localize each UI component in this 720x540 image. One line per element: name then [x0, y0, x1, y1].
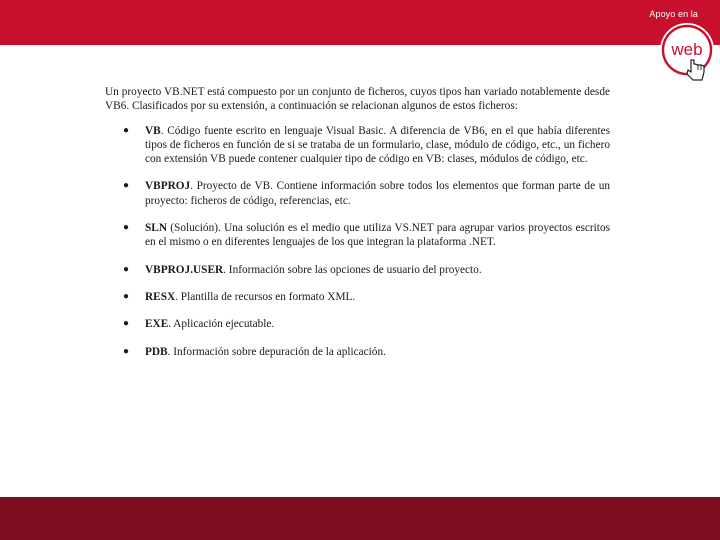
intro-paragraph: Un proyecto VB.NET está compuesto por un conjunto de ficheros, cuyos tipos han variado notablemente desde VB6. Clasificados por su extensión, a continuación se relacionan algunos de estos ficheros: [105, 86, 610, 113]
header-band [0, 0, 720, 45]
file-type-list [105, 124, 610, 359]
list-item [105, 179, 610, 208]
item-keyword: VBPROJ [145, 180, 191, 193]
list-item [105, 263, 610, 277]
item-text: (Solución). Una solución es el medio que utiliza VS.NET para agrupar varios proyectos escritos en el mismo o en diferentes lenguajes de los que integran la plataforma .NET. [145, 222, 610, 249]
list-item [105, 221, 610, 250]
item-keyword: EXE [145, 318, 169, 331]
item-text: . Código fuente escrito en lenguaje Visual Basic. A diferencia de VB6, en el que había diferentes tipos de ficheros en función de si se trataba de un formulario, clase, módulo de código, etc., un fichero con extensión VB puede contener cualquier tipo de código en VB: clases, módulos de código, etc. [145, 124, 610, 166]
web-badge-logo[interactable] [658, 22, 718, 82]
bullet-icon: ● [123, 180, 130, 192]
list-item [105, 290, 610, 304]
list-item [105, 124, 610, 167]
badge-label: Apoyo en la [649, 9, 698, 19]
item-keyword: SLN [145, 222, 167, 235]
item-text: . Información sobre las opciones de usuario del proyecto. [223, 263, 482, 276]
item-text: . Proyecto de VB. Contiene información sobre todos los elementos que forman parte de un proyecto: ficheros de código, referencias, etc. [145, 180, 610, 207]
item-keyword: PDB [145, 345, 168, 358]
bullet-icon: ● [123, 345, 130, 357]
bullet-icon: ● [123, 222, 130, 234]
item-text: . Aplicación ejecutable. [168, 318, 275, 331]
item-keyword: RESX [145, 290, 176, 303]
bullet-icon: ● [123, 124, 130, 136]
item-text: . Plantilla de recursos en formato XML. [175, 290, 356, 303]
footer-band [0, 497, 720, 540]
list-item [105, 317, 610, 331]
item-keyword: VBPROJ.USER [145, 263, 224, 276]
bullet-icon: ● [123, 318, 130, 330]
list-item [105, 345, 610, 359]
bullet-icon: ● [123, 290, 130, 302]
item-text: . Información sobre depuración de la aplicación. [167, 345, 386, 358]
badge-word: web [671, 40, 703, 59]
item-keyword: VB [145, 124, 161, 137]
document-body [105, 85, 610, 372]
bullet-icon: ● [123, 263, 130, 275]
